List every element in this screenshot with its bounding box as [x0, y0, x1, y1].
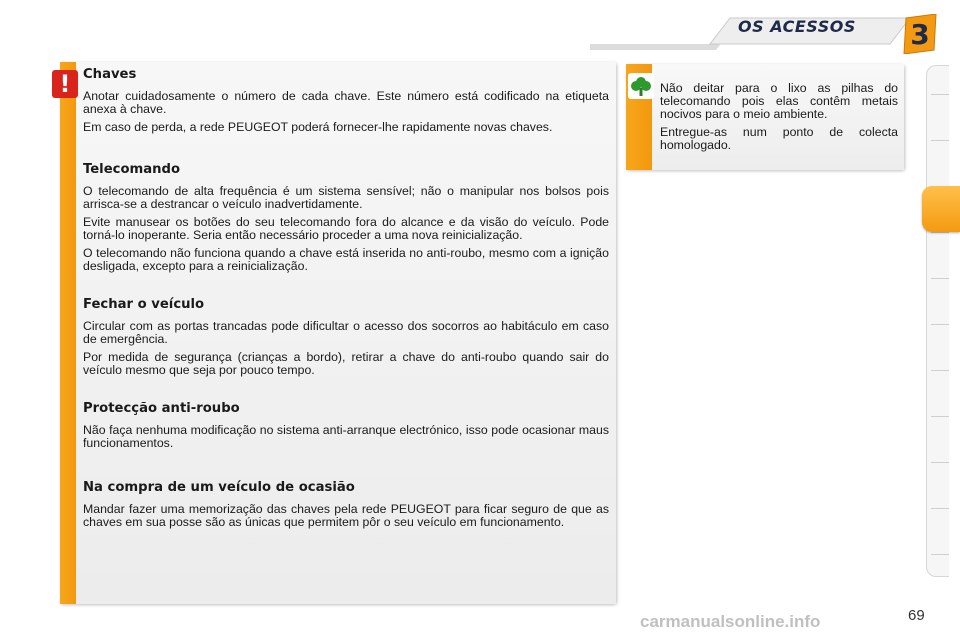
tab-divider [931, 232, 949, 233]
section-title: Protecção anti-roubo [83, 401, 240, 416]
section-title: Na compra de um veículo de ocasião [83, 480, 355, 495]
tab-divider [931, 508, 949, 509]
eco-badge [628, 73, 654, 99]
section-title: Chaves [83, 67, 137, 82]
paragraph: Por medida de segurança (crianças a bordo), retirar a chave do anti-roubo quando sair do veículo mesmo que seja por pouco tempo. [83, 350, 609, 377]
page-title: OS ACESSOS [738, 17, 856, 36]
tab-divider [931, 370, 949, 371]
main-content [83, 67, 609, 534]
side-tabs [926, 65, 949, 577]
chapter-badge [900, 14, 940, 54]
paragraph: Não deitar para o lixo as pilhas do telecomando pois elas contêm metais nocivos para o meio ambiente. [660, 81, 898, 121]
section-compra-veiculo-ocasiao [83, 480, 609, 529]
section-title: Fechar o veículo [83, 297, 205, 312]
section-chaves [83, 67, 609, 134]
tab-divider [931, 554, 949, 555]
eco-content [660, 82, 898, 157]
paragraph: Não faça nenhuma modificação no sistema anti-arranque electrónico, isso pode ocasionar maus funcionamentos. [83, 423, 609, 450]
paragraph: O telecomando de alta frequência é um sistema sensível; não o manipular nos bolsos pois arrisca-se a destrancar o veículo inadvertidamente. [83, 184, 609, 211]
tree-icon [628, 73, 654, 99]
chapter-number: 3 [910, 17, 930, 51]
paragraph: Circular com as portas trancadas pode dificultar o acesso dos socorros ao habitáculo em caso de emergência. [83, 319, 609, 346]
page-number: 69 [908, 607, 925, 624]
tab-divider [931, 140, 949, 141]
side-tab-active[interactable] [922, 186, 960, 232]
paragraph: Em caso de perda, a rede PEUGEOT poderá fornecer-lhe rapidamente novas chaves. [83, 120, 553, 134]
tab-divider [931, 324, 949, 325]
paragraph: Evite manusear os botões do seu telecomando fora do alcance e da visão do veículo. Pode torná-lo inoperante. Seria então necessário proceder a uma nova reinicialização. [83, 215, 609, 242]
section-title: Telecomando [83, 162, 181, 177]
tab-divider [931, 94, 949, 95]
paragraph: Mandar fazer uma memorização das chaves pela rede PEUGEOT para ficar seguro de que as chaves em sua posse são as únicas que permitem pôr o seu veículo em funcionamento. [83, 502, 609, 529]
watermark: carmanualsonline.info [640, 612, 821, 631]
tab-divider [931, 416, 949, 417]
tab-divider [931, 462, 949, 463]
paragraph: Anotar cuidadosamente o número de cada chave. Este número está codificado na etiqueta anexa à chave. [83, 89, 609, 116]
section-fechar-veiculo [83, 297, 609, 377]
section-telecomando [83, 162, 609, 273]
paragraph: Entregue-as num ponto de colecta homologado. [660, 125, 898, 152]
paragraph: O telecomando não funciona quando a chave está inserida no anti-roubo, mesmo com a ignição desligada, excepto para a reinicialização. [83, 246, 609, 273]
main-panel-bar [60, 62, 76, 604]
tab-divider [931, 278, 949, 279]
exclamation-icon: ! [52, 70, 78, 98]
section-proteccao-anti-roubo [83, 401, 609, 450]
